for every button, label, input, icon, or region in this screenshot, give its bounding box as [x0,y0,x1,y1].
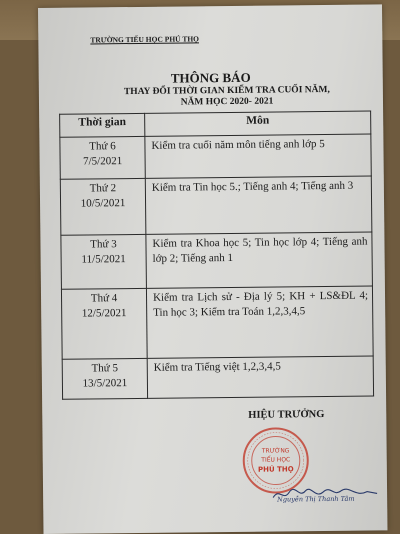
date-label: 12/5/2021 [81,307,127,320]
day-label: Thứ 6 [89,140,116,153]
day-label: Thứ 5 [91,362,119,375]
subject-cell: Kiểm tra Khoa học 5; Tin học lớp 4; Tiếng anh lớp 2; Tiếng anh 1 [146,232,373,288]
table-header-row [60,111,371,137]
date-label: 11/5/2021 [81,253,126,266]
seal-text-top: TRƯỜNG [261,447,290,455]
notice-title: THÔNG BÁO [170,69,251,86]
table-row [60,134,371,179]
header-time: Thời gian [60,113,145,137]
seal-text-bottom: PHÚ THỌ [257,465,294,474]
time-cell [62,358,147,399]
notice-paper [38,4,387,534]
subject-cell: Kiểm tra Tin học 5.; Tiếng anh 4; Tiếng anh 3 [145,176,372,234]
table-row [61,286,373,359]
date-label: 10/5/2021 [80,197,126,210]
notice-subtitle [97,85,357,110]
seal-text-mid: TIỂU HỌC [261,456,291,464]
day-label: Thứ 3 [90,238,117,251]
subject-cell: Kiểm tra Tiếng việt 1,2,3,4,5 [147,356,373,398]
subject-cell: Kiểm tra Lịch sử - Địa lý 5; KH + LS&ĐL 4; Tin học 3; Kiểm tra Toán 1,2,3,4,5 [146,286,373,358]
table-row [60,176,372,235]
signature-icon [271,482,381,503]
day-label: Thứ 4 [90,292,118,305]
signer-name: Nguyễn Thị Thanh Tâm [277,494,355,504]
time-cell [60,178,146,235]
time-cell [61,234,147,289]
table-row [61,232,373,289]
date-label: 7/5/2021 [82,155,123,168]
subtitle-line-1: THAY ĐỔI THỜI GIAN KIỂM TRA CUỐI NĂM, [123,84,330,98]
school-name: TRƯỜNG TIỂU HỌC PHÚ THỌ [90,34,200,45]
exam-schedule-table [59,111,374,400]
time-cell [61,288,147,359]
subject-cell: Kiểm tra cuối năm môn tiếng anh lớp 5 [145,134,371,178]
header-subject: Môn [145,111,371,136]
time-cell [60,136,145,179]
principal-title: HIỆU TRƯỞNG [248,409,325,421]
date-label: 13/5/2021 [82,377,128,390]
day-label: Thứ 2 [89,182,117,195]
subtitle-line-2: NĂM HỌC 2020- 2021 [180,96,274,108]
table-row [62,356,373,399]
